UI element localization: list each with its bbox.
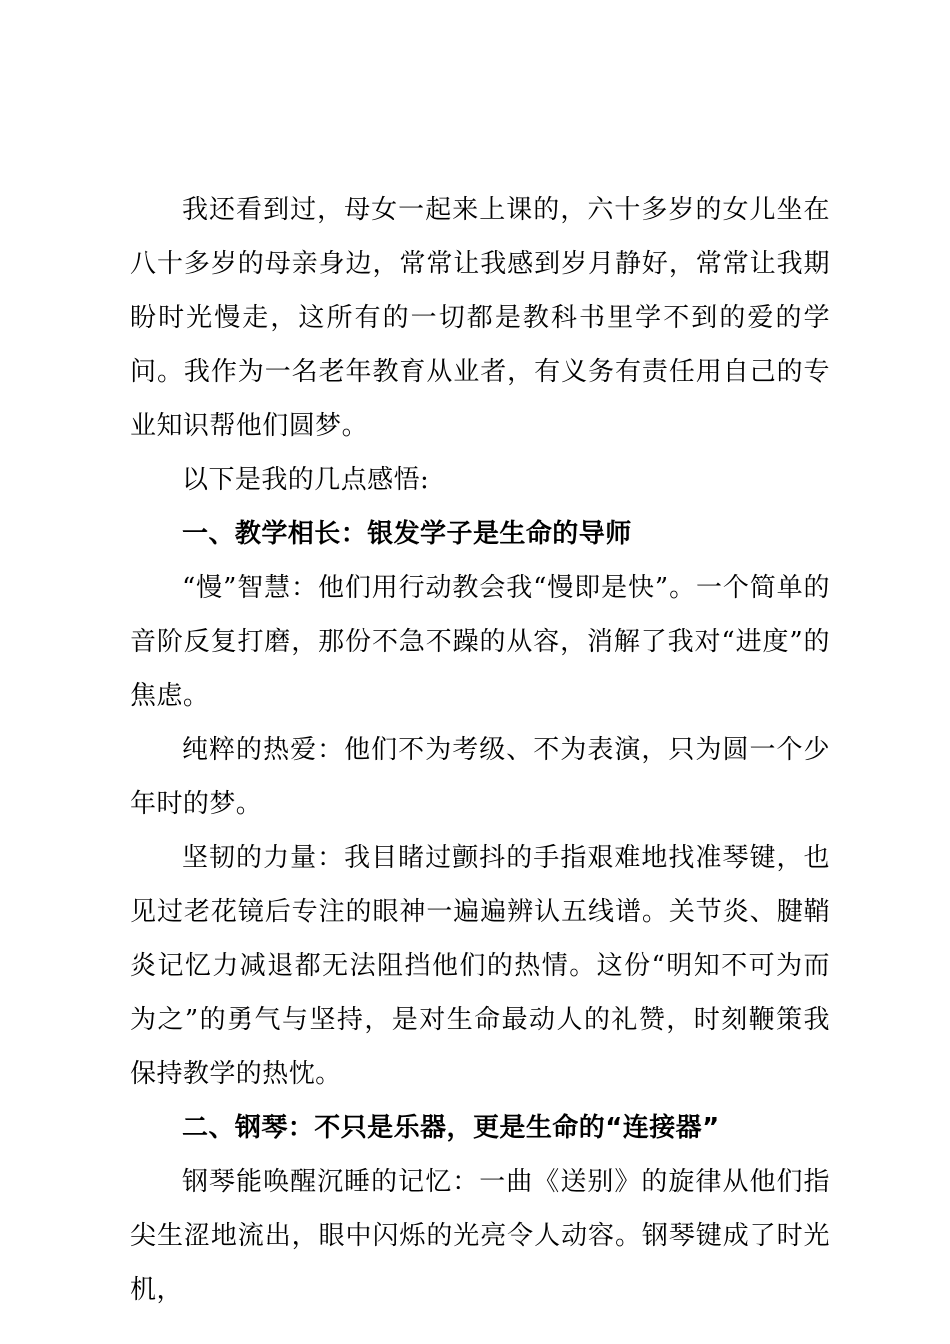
paragraph-piano-memory: 钢琴能唤醒沉睡的记忆：一曲《送别》的旋律从他们指尖生涩地流出，眼中闪烁的光亮令人动容。钢琴键成了时光机， xyxy=(130,1167,830,1305)
paragraph-slow-wisdom: “慢”智慧：他们用行动教会我“慢即是快”。一个简单的音阶反复打磨，那份不急不躁的从容，消解了我对“进度”的焦虑。 xyxy=(130,573,830,711)
paragraph-tenacity: 坚韧的力量：我目睹过颤抖的手指艰难地找准琴键，也见过老花镜后专注的眼神一遍遍辨认五线谱。关节炎、腱鞘炎记忆力减退都无法阻挡他们的热情。这份“明知不可为而为之”的勇气与坚持，是对生命最动人的礼赞，时刻鞭策我保持教学的热忱。 xyxy=(130,843,830,1089)
document-body xyxy=(130,183,830,1317)
paragraph-intro-reflections: 以下是我的几点感悟: xyxy=(182,465,430,495)
paragraph-mother-daughter: 我还看到过，母女一起来上课的，六十多岁的女儿坐在八十多岁的母亲身边，常常让我感到岁月静好，常常让我期盼时光慢走，这所有的一切都是教科书里学不到的爱的学问。我作为一名老年教育从业者，有义务有责任用自己的专业知识帮他们圆梦。 xyxy=(130,195,830,441)
paragraph-pure-love: 纯粹的热爱：他们不为考级、不为表演，只为圆一个少年时的梦。 xyxy=(130,735,830,819)
section-heading-1: 一、教学相长：银发学子是生命的导师 xyxy=(182,519,632,549)
section-heading-2: 二、钢琴：不只是乐器，更是生命的“连接器” xyxy=(182,1113,720,1143)
